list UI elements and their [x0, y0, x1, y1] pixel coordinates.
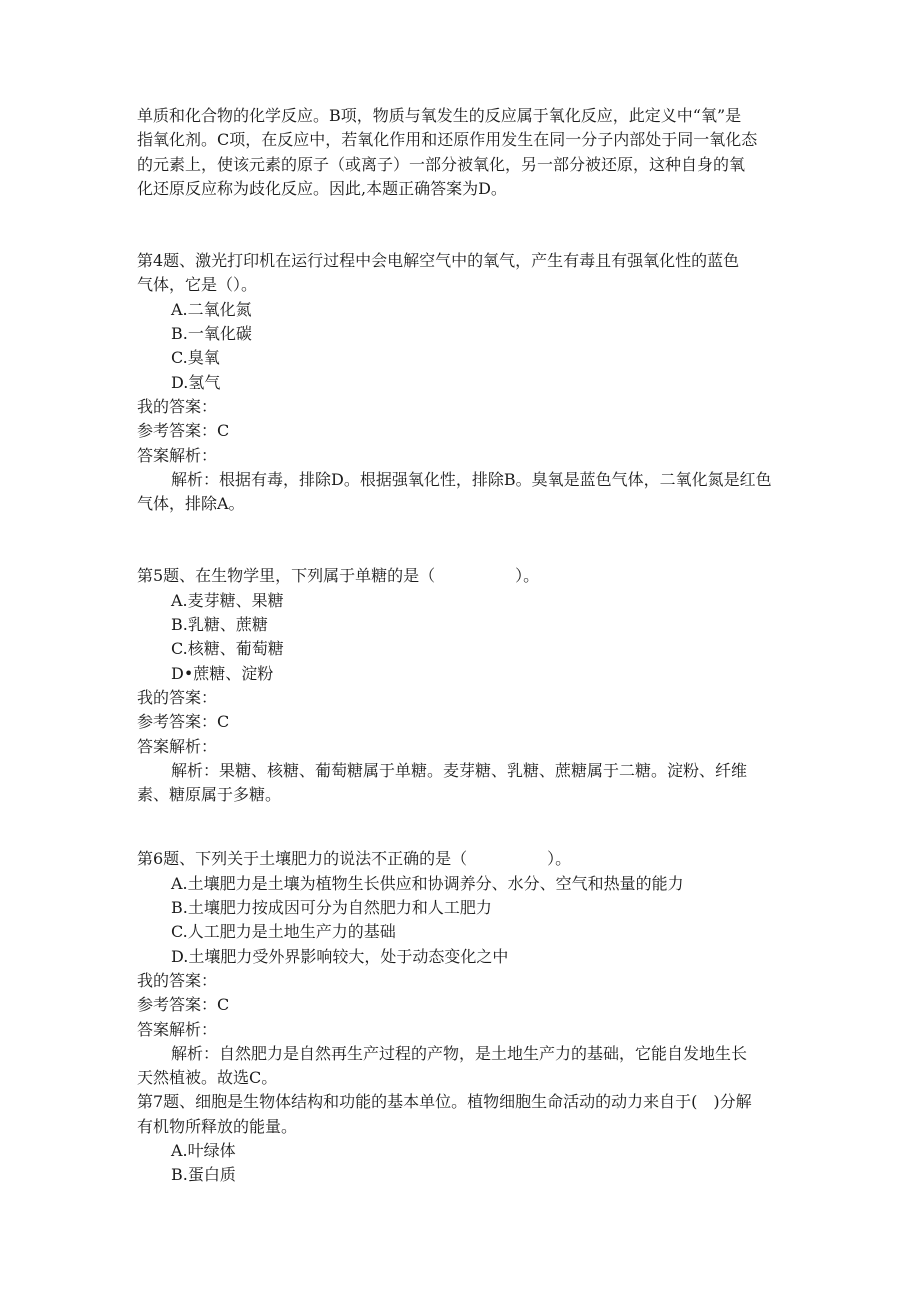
reference-answer — [137, 710, 787, 734]
option-b: B.蛋白质 — [171, 1165, 236, 1185]
analysis-text: 素、糖原属于多糖。 — [137, 785, 282, 805]
option-a: A.土壤肥力是土壤为植物生长供应和协调养分、水分、空气和热量的能力 — [171, 873, 684, 893]
reference-answer-label: 参考答案： — [137, 712, 218, 732]
reference-answer — [137, 993, 787, 1017]
option-b: B.土壤肥力按成因可分为自然肥力和人工肥力 — [171, 898, 492, 918]
reference-answer-value: C — [217, 421, 230, 441]
reference-answer-label: 参考答案： — [137, 995, 218, 1015]
question-stem: 第7题、细胞是生物体结构和功能的基本单位。植物细胞生命活动的动力来自于( )分解 — [137, 1092, 752, 1112]
analysis-text: 解析：根据有毒，排除D。根据强氧化性，排除B。臭氧是蓝色气体，二氧化氮是红色 — [171, 469, 772, 489]
analysis-text: 解析：自然肥力是自然再生产过程的产物，是土地生产力的基础，它能自发地生长 — [171, 1043, 748, 1063]
document-page — [137, 104, 787, 1188]
question-stem: 气体，它是（）。 — [137, 275, 258, 295]
my-answer-label: 我的答案： — [137, 396, 218, 416]
option-c: C.臭氧 — [171, 348, 220, 368]
reference-answer-value: C — [217, 995, 230, 1015]
analysis-text: 解析：果糖、核糖、葡萄糖属于单糖。麦芽糖、乳糖、蔗糖属于二糖。淀粉、纤维 — [171, 760, 748, 780]
option-c: C.人工肥力是土地生产力的基础 — [171, 922, 396, 942]
analysis-title: 答案解析： — [137, 445, 218, 465]
option-d: D.土壤肥力受外界影响较大，处于动态变化之中 — [171, 946, 509, 966]
question-7 — [137, 1090, 787, 1187]
intro-paragraph — [137, 104, 787, 201]
intro-line: 单质和化合物的化学反应。B项，物质与氧发生的反应属于氧化反应，此定义中“氧”是 — [137, 106, 742, 125]
my-answer-label: 我的答案： — [137, 687, 218, 707]
reference-answer-value: C — [217, 712, 230, 732]
question-stem: 有机物所释放的能量。 — [137, 1116, 298, 1136]
question-4 — [137, 249, 787, 516]
option-d: D.氢气 — [171, 372, 221, 392]
reference-answer-label: 参考答案： — [137, 421, 218, 441]
analysis-text: 天然植被。故选C。 — [137, 1068, 278, 1088]
analysis-text: 气体，排除A。 — [137, 494, 245, 514]
option-a: A.叶绿体 — [171, 1140, 236, 1160]
option-b: B.一氧化碳 — [171, 324, 252, 344]
question-5 — [137, 564, 787, 807]
analysis-title: 答案解析： — [137, 1019, 218, 1039]
option-d: D•蔗糖、淀粉 — [171, 663, 274, 683]
reference-answer — [137, 419, 787, 443]
question-stem: 第4题、激光打印机在运行过程中会电解空气中的氧气，产生有毒且有强氧化性的蓝色 — [137, 251, 740, 271]
intro-line: 化还原反应称为歧化反应。因此,本题正确答案为D。 — [137, 178, 507, 198]
option-b: B.乳糖、蔗糖 — [171, 615, 268, 635]
intro-line: 的元素上，使该元素的原子（或离子）一部分被氧化，另一部分被还原，这种自身的氧 — [137, 154, 746, 174]
question-6 — [137, 847, 787, 1090]
option-a: A.麦芽糖、果糖 — [171, 590, 284, 610]
option-a: A.二氧化氮 — [171, 299, 252, 319]
option-c: C.核糖、葡萄糖 — [171, 639, 284, 659]
analysis-title: 答案解析： — [137, 736, 218, 756]
my-answer-label: 我的答案： — [137, 970, 218, 990]
question-stem: 第6题、下列关于土壤肥力的说法不正确的是（ ）。 — [137, 849, 572, 869]
question-stem: 第5题、在生物学里，下列属于单糖的是（ ）。 — [137, 566, 540, 586]
intro-line: 指氧化剂。C项，在反应中，若氧化作用和还原作用发生在同一分子内部处于同一氧化态 — [137, 130, 758, 150]
